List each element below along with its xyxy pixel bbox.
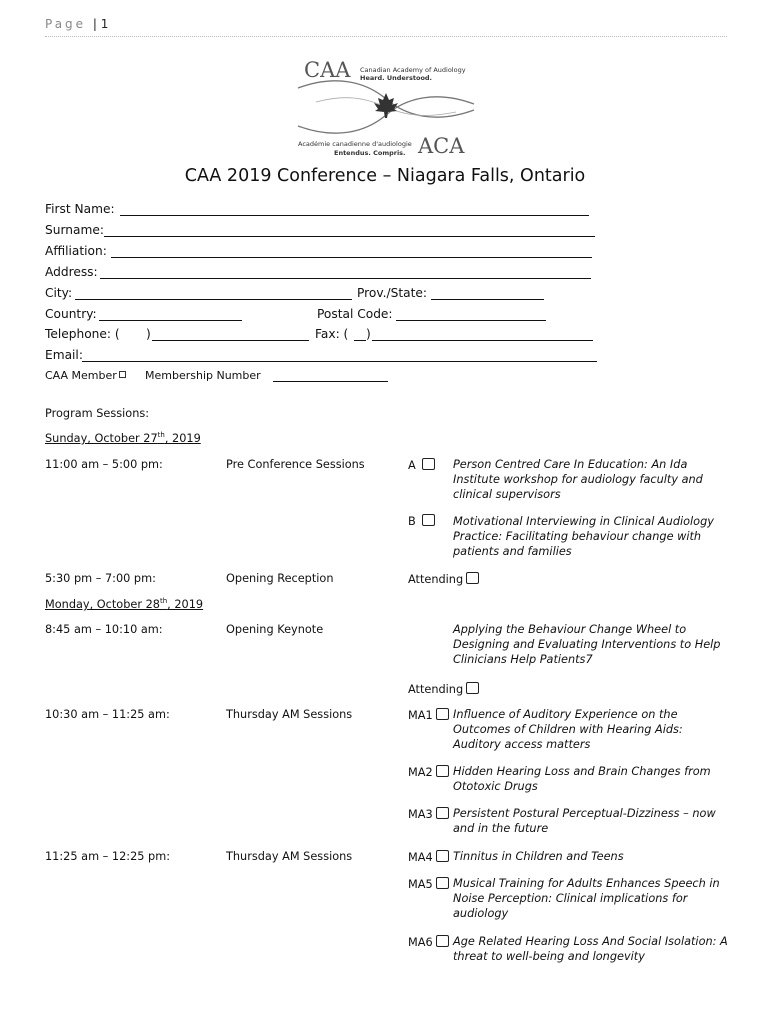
session-code: MA3 — [408, 808, 433, 821]
session-ma5-checkbox[interactable] — [436, 877, 449, 889]
session-title: Persistent Postural Perceptual-Dizziness – now and in the future — [453, 807, 716, 835]
first-name-label: First Name: — [45, 202, 115, 216]
day-sunday: Sunday, October 27th, 2019 — [45, 431, 201, 445]
session-a-checkbox[interactable] — [422, 458, 435, 470]
session-code: B — [408, 515, 416, 528]
session-ma2-checkbox[interactable] — [436, 765, 449, 777]
header-rule — [45, 36, 727, 37]
maple-leaf-icon — [374, 93, 398, 118]
city-label: City: — [45, 286, 73, 300]
session-code: MA1 — [408, 709, 433, 722]
program-heading: Program Sessions: — [45, 407, 150, 420]
session-code-row — [408, 807, 449, 821]
session-type: Opening Reception — [226, 572, 334, 585]
fax-label: Fax: ( — [315, 327, 349, 341]
membership-number-field[interactable] — [273, 381, 388, 382]
membership-number-label: Membership Number — [145, 369, 261, 382]
surname-field[interactable] — [104, 236, 595, 237]
page-number: | 1 — [92, 17, 109, 31]
attending-row — [408, 682, 479, 696]
session-title: Person Centred Care In Education: An Ida Institute workshop for audiology faculty and clinical supervisors — [453, 458, 703, 501]
session-title: Influence of Auditory Experience on the Outcomes of Children with Hearing Aids: Auditory access matters — [453, 708, 683, 751]
first-name-field[interactable] — [120, 215, 589, 216]
session-ma1-checkbox[interactable] — [436, 708, 449, 720]
session-title: Applying the Behaviour Change Wheel to Designing and Evaluating Interventions to Help Clinicians Help Patients7 — [453, 623, 721, 666]
surname-label: Surname: — [45, 223, 104, 237]
session-time: 10:30 am – 11:25 am: — [45, 708, 170, 721]
caa-logo — [296, 54, 476, 164]
session-code: MA4 — [408, 851, 433, 864]
session-code: MA6 — [408, 936, 433, 949]
caa-member-label: CAA Member — [45, 369, 117, 382]
session-code-row — [408, 850, 449, 864]
session-type: Thursday AM Sessions — [226, 850, 353, 863]
email-field[interactable] — [82, 361, 597, 362]
affiliation-label: Affiliation: — [45, 244, 107, 258]
attending-label: Attending — [408, 573, 464, 586]
country-label: Country: — [45, 307, 97, 321]
session-code-row — [408, 765, 449, 779]
session-title: Musical Training for Adults Enhances Speech in Noise Perception: Clinical implications for audiology — [453, 877, 720, 920]
session-type: Pre Conference Sessions — [226, 458, 365, 471]
address-field[interactable] — [100, 278, 591, 279]
fax-field[interactable] — [372, 340, 593, 341]
prov-label: Prov./State: — [357, 286, 427, 300]
session-time: 8:45 am – 10:10 am: — [45, 623, 163, 636]
page-header — [45, 17, 108, 31]
session-title: Hidden Hearing Loss and Brain Changes from Ototoxic Drugs — [453, 765, 711, 793]
reception-attending-checkbox[interactable] — [466, 572, 479, 584]
logo-abbr-fr: ACA — [418, 134, 465, 158]
session-ma6-checkbox[interactable] — [436, 935, 449, 947]
session-code-row — [408, 514, 435, 528]
fax-close: ) — [366, 327, 371, 341]
city-field[interactable] — [75, 299, 352, 300]
country-field[interactable] — [99, 320, 242, 321]
telephone-label: Telephone: ( — [45, 327, 120, 341]
logo-name-fr: Académie canadienne d'audiologie — [298, 140, 412, 148]
page-title: CAA 2019 Conference – Niagara Falls, Ontario — [184, 166, 586, 186]
logo-tagline-fr: Entendus. Compris. — [334, 149, 406, 157]
logo-abbr-en: CAA — [304, 58, 351, 82]
caa-member-row — [45, 369, 126, 382]
affiliation-field[interactable] — [111, 257, 592, 258]
session-code-row — [408, 877, 449, 891]
address-label: Address: — [45, 265, 98, 279]
session-type: Thursday AM Sessions — [226, 708, 353, 721]
session-code-row — [408, 708, 449, 722]
session-title: Tinnitus in Children and Teens — [453, 850, 624, 863]
session-code-row — [408, 458, 435, 472]
keynote-attending-checkbox[interactable] — [466, 682, 479, 694]
telephone-close: ) — [146, 327, 151, 341]
prov-field[interactable] — [431, 299, 544, 300]
session-code: MA5 — [408, 878, 433, 891]
session-ma3-checkbox[interactable] — [436, 807, 449, 819]
session-title: Motivational Interviewing in Clinical Audiology Practice: Facilitating behaviour change with patients and families — [453, 515, 714, 558]
logo-tagline-en: Heard. Understood. — [360, 74, 433, 82]
page-word: Page — [45, 17, 87, 31]
email-label: Email: — [45, 348, 83, 362]
attending-row — [408, 572, 479, 586]
fax-area-field[interactable] — [354, 340, 366, 341]
session-type: Opening Keynote — [226, 623, 324, 636]
attending-label: Attending — [408, 683, 464, 696]
session-time: 5:30 pm – 7:00 pm: — [45, 572, 156, 585]
session-code-row — [408, 935, 449, 949]
session-ma4-checkbox[interactable] — [436, 850, 449, 862]
session-time: 11:00 am – 5:00 pm: — [45, 458, 163, 471]
postal-label: Postal Code: — [317, 307, 393, 321]
day-monday: Monday, October 28th, 2019 — [45, 597, 204, 611]
telephone-field[interactable] — [152, 340, 309, 341]
session-code: A — [408, 459, 416, 472]
logo-name-en: Canadian Academy of Audiology — [360, 66, 466, 74]
session-time: 11:25 am – 12:25 pm: — [45, 850, 171, 863]
caa-member-checkbox[interactable] — [119, 371, 126, 378]
session-b-checkbox[interactable] — [422, 514, 435, 526]
session-code: MA2 — [408, 766, 433, 779]
session-title: Age Related Hearing Loss And Social Isolation: A threat to well-being and longevity — [453, 935, 728, 963]
postal-field[interactable] — [396, 320, 546, 321]
